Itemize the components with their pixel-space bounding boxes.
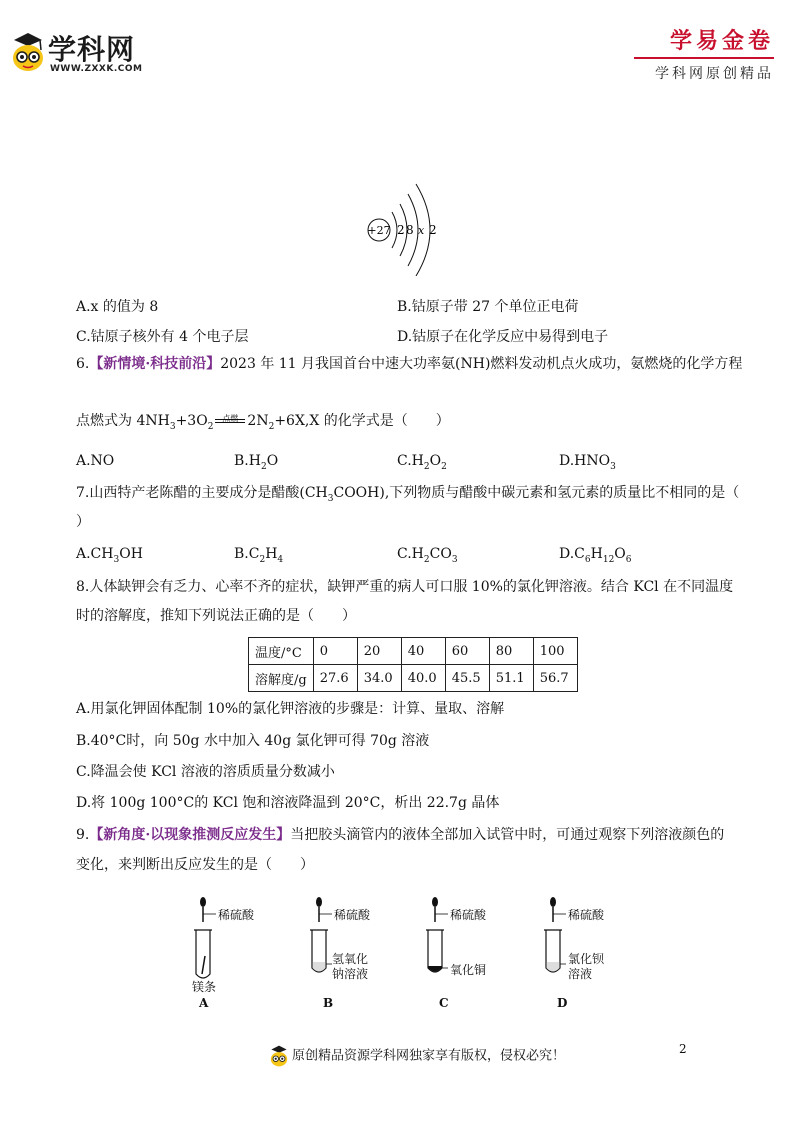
apparatus-d: [536, 894, 626, 1014]
table-cell: 60: [445, 638, 489, 665]
row-label-solubility: 溶解度/g: [249, 665, 314, 692]
apparatus-c-content-label: 氧化铜: [450, 963, 487, 977]
q8-option-b: B.40°C时，向 50g 水中加入 40g 氯化钾可得 70g 溶液: [76, 733, 430, 749]
apparatus-c-letter: C: [439, 996, 449, 1010]
q6-option-d: $D.HNO_3$: [559, 453, 616, 472]
apparatus-b: [302, 894, 392, 1014]
footer-text: 原创精品资源学科网独家享有版权，侵权必究！: [292, 1048, 566, 1064]
table-cell: 20: [357, 638, 401, 665]
q5-option-c: C.钴原子核外有 4 个电子层: [76, 329, 249, 345]
apparatus-c: [418, 894, 508, 1014]
apparatus-d-content-label-2: 溶液: [568, 967, 593, 981]
atom-structure-diagram: [360, 176, 460, 276]
q5-option-a: A.x 的值为 8: [76, 299, 159, 315]
table-cell: 40: [401, 638, 445, 665]
row-label-temperature: 温度/°C: [249, 638, 314, 665]
shell-2-count: 8: [406, 223, 414, 237]
q6-eq-mid: +3O: [175, 413, 208, 429]
table-cell: 27.6: [313, 665, 357, 692]
apparatus-a-content-label: 镁条: [192, 980, 217, 994]
q6-number: 6.: [76, 356, 90, 372]
table-row: [249, 638, 578, 665]
table-cell: 56.7: [533, 665, 577, 692]
table-cell: 45.5: [445, 665, 489, 692]
q8-option-c: C.降温会使 KCl 溶液的溶质质量分数减小: [76, 764, 335, 780]
apparatus-d-dropper-label: 稀硫酸: [568, 908, 605, 922]
table-cell: 80: [489, 638, 533, 665]
brand-subtitle: 学科网原创精品: [655, 66, 774, 82]
table-cell: 40.0: [401, 665, 445, 692]
table-cell: 51.1: [489, 665, 533, 692]
q8-option-a: A.用氯化钾固体配制 10%的氯化钾溶液的步骤是：计算、量取、溶解: [76, 701, 505, 717]
q6-option-c: $C.H_2O_2$: [397, 453, 447, 472]
q7-option-c: $C.H_2CO_3$: [397, 546, 458, 565]
table-cell: 0: [313, 638, 357, 665]
table-cell: 100: [533, 638, 577, 665]
q6-stem-line1: [76, 354, 742, 374]
owl-logo-icon: [268, 1044, 290, 1068]
apparatus-b-content-label-2: 钠溶液: [332, 967, 369, 981]
q6-equation-line: 点燃式为 $4NH_3+3O_2$ 点燃 $2N_2+6X,X$ 的化学式是（ ）: [76, 411, 450, 437]
page-number: 2: [679, 1042, 687, 1056]
q9-stem-line2: 变化，来判断出反应发生的是（ ）: [76, 857, 314, 873]
nucleus-label: +27: [367, 224, 391, 237]
table-cell: 34.0: [357, 665, 401, 692]
q8-option-d: D.将 100g 100°C的 KCl 饱和溶液降温到 20°C，析出 22.7g 晶体: [76, 795, 500, 811]
apparatus-b-dropper-label: 稀硫酸: [334, 908, 371, 922]
footer-copyright: [268, 1044, 565, 1068]
brand-title: 学易金卷: [669, 29, 774, 54]
q6-option-a: A.NO: [76, 453, 115, 469]
q9-tag: 【新角度·以现象推测反应发生】: [89, 827, 291, 843]
q6-text1: 2023 年 11 月我国首台中速大功率氨(NH)燃料发动机点火成功，氨燃烧的化学方程: [220, 356, 743, 372]
site-logo: [10, 28, 180, 78]
brand-divider: [634, 57, 774, 59]
apparatus-a: [186, 894, 266, 1014]
q9-stem-line1: 9.【新角度·以现象推测反应发生】当把胶头滴管内的液体全部加入试管中时，可通过观察下列溶液颜色的: [76, 827, 725, 843]
q8-stem-line2: 时的溶解度，推知下列说法正确的是（ ）: [76, 608, 356, 624]
q7-option-b: $B.C_2H_4$: [234, 546, 284, 565]
shell-4-count: 2: [429, 223, 437, 237]
shell-1-count: 2: [397, 223, 405, 237]
reaction-condition: 点燃: [222, 414, 239, 423]
q5-option-d: D.钴原子在化学反应中易得到电子: [397, 329, 609, 345]
solubility-table: [248, 637, 578, 692]
q7-stem-line1: 7.山西特产老陈醋的主要成分是醋酸$(CH_3COOH)$,下列物质与醋酸中碳元素和氢元素的质量比不相同的是（: [76, 485, 740, 504]
q6-eq-end: +6X,X 的化学式是（ ）: [274, 413, 450, 429]
q8-stem-line1: 8.人体缺钾会有乏力、心率不齐的症状，缺钾严重的病人可口服 10%的氯化钾溶液。结合 KCl 在不同温度: [76, 579, 734, 595]
apparatus-a-dropper-label: 稀硫酸: [218, 908, 255, 922]
apparatus-b-content-label-1: 氢氧化: [332, 952, 369, 966]
apparatus-d-content-label-1: 氯化钡: [568, 952, 605, 966]
apparatus-d-letter: D: [557, 996, 568, 1010]
brand-block: [634, 24, 774, 83]
owl-logo-icon: [10, 30, 46, 74]
apparatus-b-letter: B: [323, 996, 334, 1010]
table-row: [249, 665, 578, 692]
logo-url: WWW.ZXXK.COM: [50, 64, 143, 74]
q6-tag: 【新情境·科技前沿】: [89, 356, 221, 372]
apparatus-c-dropper-label: 稀硫酸: [450, 908, 487, 922]
q7-option-d: $D.C_6H_{12}O_6$: [559, 546, 632, 565]
q7-stem-line2: ）: [76, 514, 90, 530]
q5-option-b: B.钴原子带 27 个单位正电荷: [397, 299, 579, 315]
q6-eq-pre: 点燃式为 4NH: [76, 413, 170, 429]
logo-text: 学科网: [48, 33, 136, 66]
shell-3-count: x: [418, 224, 425, 237]
q6-eq-post: 2N: [247, 413, 269, 429]
q6-option-b: $B.H_2O$: [234, 453, 279, 472]
q7-option-a: $A.CH_3OH$: [76, 546, 143, 565]
apparatus-a-letter: A: [199, 996, 209, 1010]
